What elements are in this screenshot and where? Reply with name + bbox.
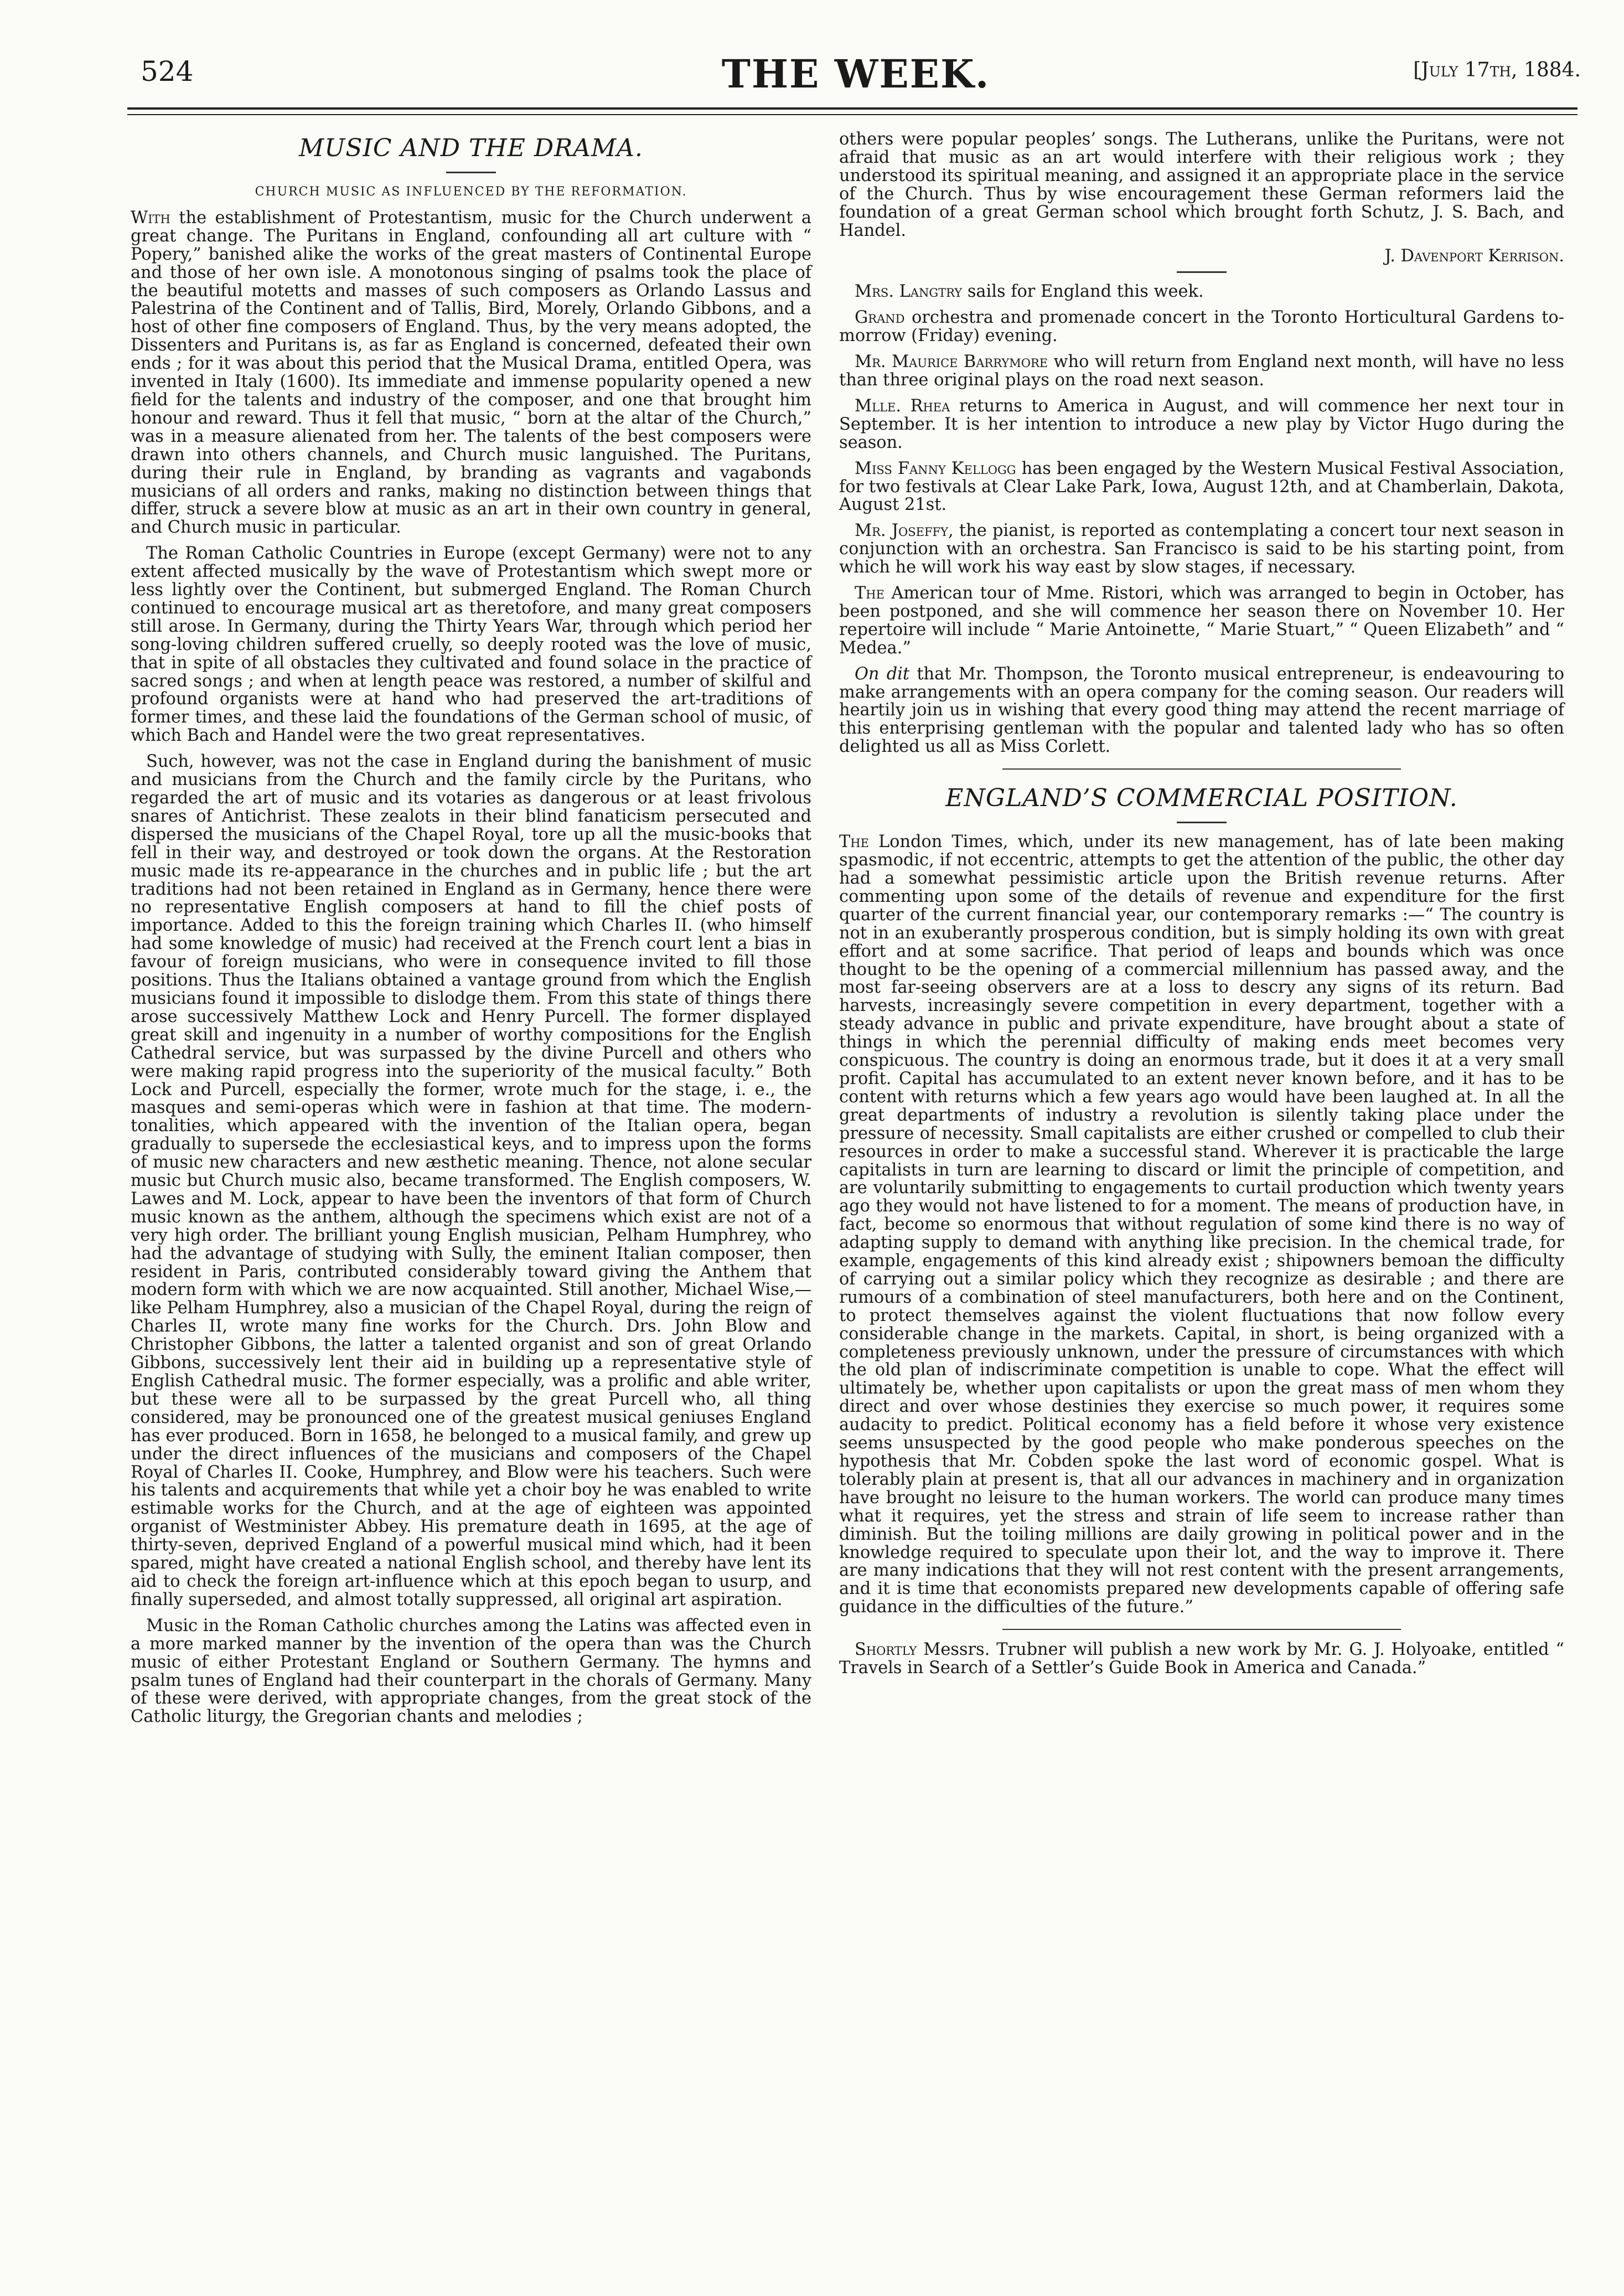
paragraph-text: the establishment of Protestantism, music for the Church underwent a great change. The Puritans in England, confounding all art culture with “ Popery,” banished alike the works of the great masters of Continental Europe and those of her own isle. A monotonous singing of psalms took the place of the beautiful motetts and masses of such composers as Orlando Lassus and Palestrina of the Continent and of Tallis, Bird, Morely, Orlando Gibbons, and a host of other fine composers of England. Thus, by the very means adopted, the Dissenters and Puritans is, as far as England is concerned, defeated their own ends ; for it was about this period that the Musical Drama, entitled Opera, was invented in Italy (1600). Its immediate and immense popularity opened a new field for the talents and industry of the composer, and one that brought him honour and reward. Thus it fell that music, “ born at the altar of the Church,” was in a measure alienated from her. The talents of the best composers were drawn into others channels, and Church music languished. The Puritans, during their rule in England, by branding as vagrants and vagabonds musicians of all orders and ranks, making no distinction between things that differ, struck a severe blow at music as an art in their own country in general, and Church music in particular. [131,208,811,538]
note-item [839,585,1564,658]
header-rule-thin [127,114,1578,115]
masthead-title: THE WEEK. [721,51,990,97]
page-number: 524 [141,55,194,87]
section-divider [1002,1629,1401,1630]
note-item [839,665,1564,757]
drop-lead-word: The [839,832,869,852]
note-text: that Mr. Thompson, the Toronto musical entrepreneur, is endeavouring to make arrangements with an opera company for the coming season. Our readers will heartily join us in wishing that every good thing may attend the recent marriage of this enterprising gentleman with the popular and talented lady who has so often delighted us all as Miss Corlett. [839,664,1564,757]
note-item [839,309,1564,345]
note-item [839,522,1564,577]
music-section-heading: MUSIC AND THE DRAMA. [299,134,643,162]
note-lead: Miss Fanny Kellogg [855,458,1016,478]
note-lead: Mlle. Rhea [855,396,950,416]
note-item [839,460,1564,515]
note-item [839,398,1564,452]
heading-rule [1177,822,1227,823]
heading-rule [446,172,496,173]
note-lead: Shortly [855,1640,917,1660]
author-signature: J. Davenport Kerrison. [1384,246,1564,266]
note-text: the pianist, is reported as contemplating a concert tour next season in conjunction with an orchestra. San Francisco is said to be his starting point, from which he will work his way east by slow stages, if necessary. [839,521,1564,577]
paragraph-text: London Times, which, under its new management, has of late been making spasmodic, if not eccentric, attempts to get the attention of the public, the other day had a somewhat pessimistic article upon the British revenue returns. After commenting upon some of the details of revenue and expenditure for the first quarter of the current financial year, our contemporary remarks :—“ The country is not in an exuberantly prosperous condition, but is simply holding its own with great effort and at some sacrifice. That period of leaps and bounds which was once thought to be the opening of a commercial millennium has passed away, and the most far-seeing observers are at a loss to descry any signs of its return. Bad harvests, increasingly severe competition in every department, together with a steady advance in public and private expenditure, have brought about a state of things in which the perennial difficulty of making ends meet becomes very conspicuous. The country is doing an enormous trade, but it does it at a very small profit. Capital has accumulated to an extent never known before, and it has to be content with returns which a few years ago would have been laughed at. In all the great departments of industry a revolution is silently taking place under the pressure of necessity. Small capitalists are either crushed or compelled to club their resources in order to make a successful stand. Wherever it is practicable the large capitalists in turn are learning to discard or limit the principle of competition, and are voluntarily submitting to engagements to curtail production which twenty years ago they would not have listened to for a moment. The means of production have, in fact, become so enormous that without regulation of some kind there is no way of adapting supply to demand with anything like precision. In the chemical trade, for example, engagements of this kind already exist ; shipowners bemoan the difficulty of carrying out a similar policy which they recognize as desirable ; and there are rumours of a combination of steel manufacturers, both here and on the Continent, to protect themselves against the violent fluctuations that now follow every considerable change in the markets. Capital, in short, is being organized with a completeness previously unknown, under the pressure of circumstances with which the old plan of indiscriminate competition is unable to cope. What the effect will ultimately be, whether upon capitalists or upon the great mass of men whom they direct and over whose destinies they exercise so much power, it requires some audacity to predict. Political economy has a field before it whose very existence seems unsuspected by the good people who make ponderous speeches on the hypothesis that Mr. Cobden spoke the last word of economic gospel. What is tolerably plain at present is, that all our advances in machinery and in organization have brought no leisure to the human workers. The world can produce many times what it requires, yet the stress and strain of life seem to increase rather than diminish. But the toiling millions are daily growing in political power and in the knowledge required to speculate upon their lot, and the way to improve it. There are many indications that they will not rest content with the present arrangements, and it is time that economists prepared new developments capable of offering safe guidance in the difficulties of the future.” [839,832,1564,1617]
note-text: sails for England this week. [962,282,1204,302]
music-paragraph-4: Music in the Roman Catholic churches among the Latins was affected even in a more marked manner by the invention of the opera than was the Church music of either Protestant England or Southern Germany. The hymns and psalm tunes of England had their counterpart in the chorals of Germany. Many of these were derived, with appropriate changes, from the great stock of the Catholic liturgy, the Gregorian chants and melodies ; [131,1616,811,1727]
note-lead: Grand [855,308,905,328]
note-item [839,283,1564,301]
note-lead: Mr. Joseffy, [855,521,954,541]
note-text: has been engaged by the Western Musical Festival Association, for two festivals at Clear Lake Park, Iowa, August 12th, and at Chamberlain, Dakota, August 21st. [839,458,1564,515]
header-rule-thick [127,107,1578,110]
right-column [839,131,1564,1685]
note-text: Messrs. Trubner will publish a new work by Mr. G. J. Holyoake, entitled “ Travels in Search of a Settler’s Guide Book in America and Canada.” [839,1640,1564,1678]
commerce-section-heading: ENGLAND’S COMMERCIAL POSITION. [945,784,1458,813]
drop-lead-word: With [131,208,170,228]
note-item [839,353,1564,390]
final-note [839,1641,1564,1678]
note-text: orchestra and promenade concert in the Toronto Horticultural Gardens to-morrow (Friday) evening. [839,308,1564,346]
note-text: who will return from England next month, will have no less than three original plays on the road next season. [839,352,1564,390]
note-lead: Mrs. Langtry [855,282,963,302]
note-text: returns to America in August, and will commence her next tour in September. It is her intention to introduce a new play by Victor Hugo during the season. [839,396,1564,452]
page-header [131,51,1581,101]
note-lead: On dit [855,664,910,684]
notes-rule [1177,271,1227,273]
music-paragraph-3: Such, however, was not the case in England during the banishment of music and musicians from the Church and the family circle by the Puritans, who regarded the art of music and its votaries as dangerous or at least frivolous snares of Antichrist. These zealots in their blind fanaticism persecuted and dispersed the musicians of the Chapel Royal, tore up all the music-books that fell in their way, and destroyed or took down the organs. At the Restoration music made its re-appearance in the churches and in public life ; but the art traditions had not been retained in England as in Germany, hence there were no representative English composers at hand to fill the chief posts of importance. Added to this the foreign training which Charles II. (who himself had some knowledge of music) had received at the French court lent a bias in favour of foreign musicians, who were in consequence invited to fill those positions. Thus the Italians obtained a vantage ground from which the English musicians found it impossible to dislodge them. From this state of things there arose successively Matthew Lock and Henry Purcell. The former displayed great skill and ingenuity in a number of worthy compositions for the English Cathedral service, but was surpassed by the divine Purcell and others who were making rapid progress into the superiority of the musical faculty.” Both Lock and Purcell, especially the former, wrote much for the stage, i. e., the masques and semi-operas which were in fashion at that time. The modern-tonalities, which appeared with the invention of the Italian opera, began gradually to supersede the ecclesiastical keys, and to impress upon the forms of music new characters and new æsthetic meaning. Thence, not alone secular music but Church music also, became transformed. The English composers, W. Lawes and M. Lock, appear to have been the inventors of that form of Church music known as the anthem, although the specimens which exist are not of a very high order. The brilliant young English musician, Pelham Humphrey, who had the advantage of studying with Sully, the eminent Italian composer, then resident in Paris, contributed considerably toward giving the Anthem that modern form with which we are now acquainted. Still another, Michael Wise,—like Pelham Humphrey, also a musician of the Chapel Royal, during the reign of Charles II, wrote many fine works for the Church. Drs. John Blow and Christopher Gibbons, the latter a talented organist and son of great Orlando Gibbons, successively lent their aid in building up a representative style of English Cathedral music. The former especially, was a prolific and able writer, but these were all to be surpassed by the great Purcell who, all thing considered, may be pronounced one of the greatest musical geniuses England has ever produced. Born in 1658, he belonged to a musical family, and grew up under the direct influences of the musicians and composers of the Chapel Royal of Charles II. Cooke, Humphrey, and Blow were his teachers. Such were his talents and acquirements that while yet a choir boy he was enabled to write estimable works for the Church, and at the age of eighteen was appointed organist of Westminister Abbey. His premature death in 1695, at the age of thirty-seven, deprived England of a powerful musical mind which, had it been spared, might have created a national English school, and thereby have lent its aid to check the foreign art-influence which at this epoch began to usurp, and finally superseded, and almost totally suppressed, all original art aspiration. [131,752,811,1609]
left-column [131,131,811,1734]
music-paragraph-5: others were popular peoples’ songs. The Lutherans, unlike the Puritans, were not afraid that music as an art would interfere with their religious work ; they understood its spiritual meaning, and assigned it an appropriate place in the service of the Church. Thus by wise encouragement these German reformers laid the foundation of a great German school which brought forth Schutz, J. S. Bach, and Handel. [839,130,1564,240]
commerce-paragraph [839,833,1564,1617]
music-paragraph-2: The Roman Catholic Countries in Europe (except Germany) were not to any extent affected musically by the wave of Protestantism which swept more or less lightly over the Continent, but submerged England. The Roman Church continued to encourage musical art as theretofore, and many great composers still arose. In Germany, during the Thirty Years War, through which period her song-loving children suffered cruelly, so deeply rooted was the love of music, that in spite of all obstacles they cultivated and found solace in the practice of sacred songs ; and when at length peace was restored, a number of skilful and profound organists were at hand who had preserved the art-traditions of former times, and these laid the foundations of the German school of music, of which Bach and Handel were the two great representatives. [131,544,811,746]
section-divider [1002,768,1401,770]
music-subheading: CHURCH MUSIC AS INFLUENCED BY THE REFORMATION. [255,185,687,199]
note-text: American tour of Mme. Ristori, which was arranged to begin in October, has been postponed, and she will commence her season there on November 10. Her repertoire will include “ Marie Antoinette, “ Marie Stuart,” “ Queen Elizabeth” and “ Medea.” [839,584,1564,658]
music-paragraph-1 [131,209,811,537]
note-lead: Mr. Maurice Barrymore [855,352,1048,372]
issue-date: [July 17th, 1884. [1413,59,1581,81]
note-lead: The [855,584,885,603]
